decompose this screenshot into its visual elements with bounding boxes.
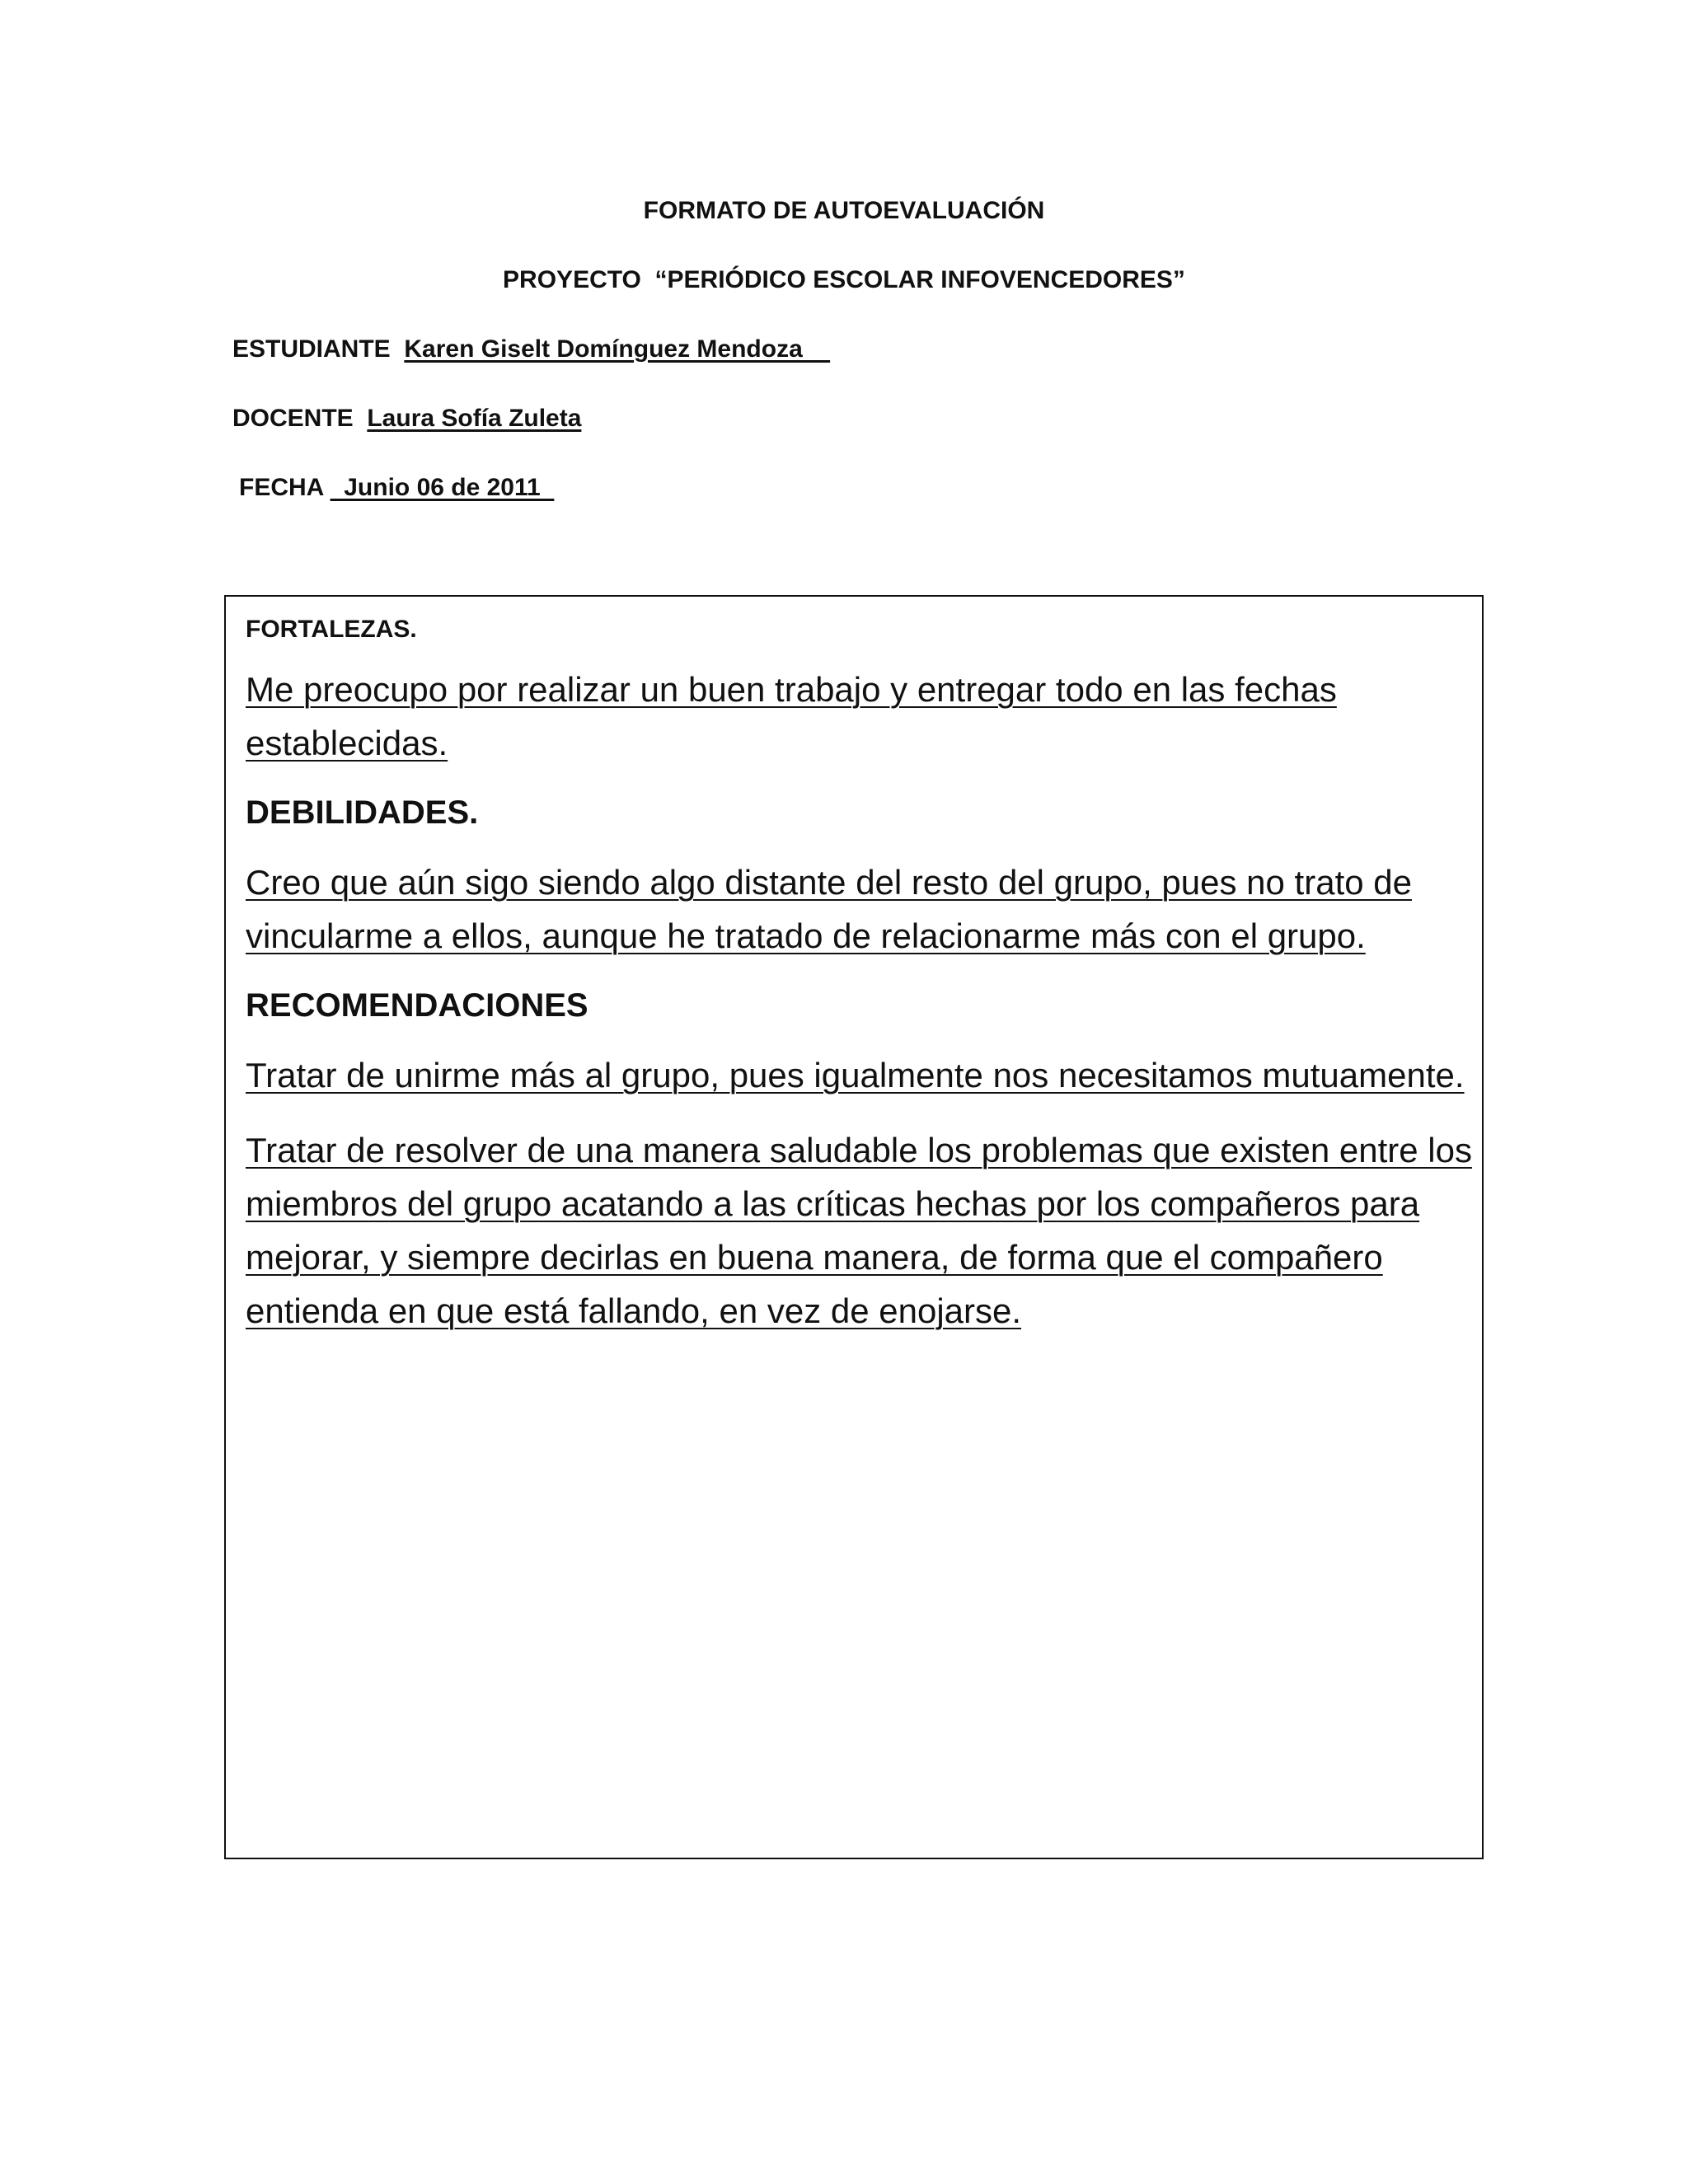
weaknesses-heading: DEBILIDADES. [246,794,479,831]
date-value: Junio 06 de 2011 [330,474,555,501]
teacher-field [232,404,581,434]
weaknesses-paragraph: Creo que aún sigo siendo algo distante del resto del grupo, pues no trato de vincularme a ellos, aunque he tratado de relacionarme más con el grupo. [246,863,1412,955]
student-field [232,335,830,364]
evaluation-box [224,595,1484,1859]
strengths-paragraph: Me preocupo por realizar un buen trabajo y entregar todo en las fechas establecidas. [246,670,1337,762]
teacher-value: Laura Sofía Zuleta [367,405,582,432]
student-label: ESTUDIANTE [232,335,391,363]
teacher-label: DOCENTE [232,405,354,432]
document-title: FORMATO DE AUTOEVALUACIÓN [643,197,1045,224]
student-value: Karen Giselt Domínguez Mendoza [404,335,831,363]
date-field [239,473,554,503]
date-label: FECHA [239,474,324,501]
recommendation-paragraph-2: Tratar de resolver de una manera saludable los problemas que existen entre los miembros del grupo acatando a las críticas hechas por los compañeros para mejorar, y siempre decirlas en buena manera, de forma que el compañero entienda en que está fallando, en vez de enojarse. [246,1131,1472,1330]
strengths-heading: FORTALEZAS. [246,616,417,643]
recommendations-heading: RECOMENDACIONES [246,987,588,1024]
project-title: PROYECTO “PERIÓDICO ESCOLAR INFOVENCEDORES” [503,266,1185,293]
recommendation-paragraph-1: Tratar de unirme más al grupo, pues igualmente nos necesitamos mutuamente. [246,1056,1465,1094]
evaluation-content [246,612,1474,1359]
